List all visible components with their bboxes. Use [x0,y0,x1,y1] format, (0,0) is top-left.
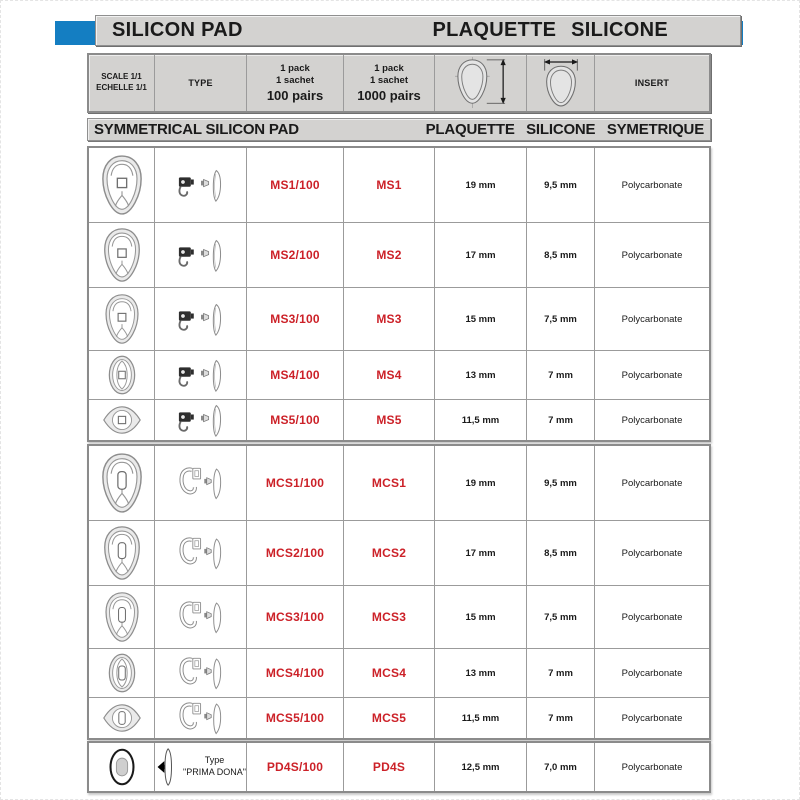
screw-mount-icon [174,358,228,392]
column-header-table [87,53,711,113]
scale-label-line1: SCALE 1/1 [101,72,142,82]
wire-clip-mount-icon [175,535,227,571]
code-1000-pairs-cell: MCS5 [343,698,434,738]
mount-type-cell [154,649,246,697]
pad-shape-cell [89,223,154,287]
screw-mount-icon [174,403,228,437]
table-row [89,350,709,399]
insert-material-cell: Polycarbonate [594,446,709,520]
code-1000-pairs-cell: MS1 [343,148,434,222]
mount-type-cell [154,351,246,399]
scale-label-line2: ECHELLE 1/1 [96,83,147,92]
lens-pad-icon [102,405,142,435]
height-mm-cell: 12,5 mm [434,743,526,791]
code-1000-pairs-cell: MCS4 [343,649,434,697]
code-100-pairs-cell: MCS3/100 [246,586,343,648]
height-mm-cell: 13 mm [434,649,526,697]
teardrop-pad-small-slot-icon [103,591,141,643]
mount-type-cell [154,446,246,520]
code-100-pairs-cell: MS2/100 [246,223,343,287]
width-mm-cell: 8,5 mm [526,223,594,287]
wire-clip-mount-icon [175,599,227,635]
pack-1000-line1: 1 pack [374,62,404,74]
oval-pad-icon [107,354,137,396]
height-mm-cell: 15 mm [434,288,526,350]
table-row [89,520,709,585]
pad-shape-cell [89,446,154,520]
table-row [89,222,709,287]
pack-1000-line2: 1 sachet [369,74,409,86]
screw-mount-icon [174,302,228,336]
code-1000-pairs-cell: MCS2 [343,521,434,585]
code-100-pairs-cell: MCS2/100 [246,521,343,585]
section-title-right: PLAQUETTE SILICONE SYMETRIQUE [425,121,704,138]
code-1000-pairs-cell: MCS1 [343,446,434,520]
table-row [89,148,709,222]
type-header-cell [154,55,246,111]
width-mm-cell: 9,5 mm [526,446,594,520]
pad-shape-cell [89,586,154,648]
pad-shape-cell [89,351,154,399]
type-label: TYPE [188,78,213,88]
mount-type-cell [154,698,246,738]
code-100-pairs-cell: MS3/100 [246,288,343,350]
wire-clip-mount-icon [175,465,227,501]
table-row [89,287,709,350]
height-mm-cell: 11,5 mm [434,698,526,738]
code-100-pairs-cell: MCS4/100 [246,649,343,697]
pack-1000-header-cell [343,55,434,111]
height-mm-cell: 13 mm [434,351,526,399]
insert-material-cell: Polycarbonate [594,351,709,399]
mount-type-cell [154,521,246,585]
table-symmetrical-ms [87,146,711,442]
pack-100-line3: 100 pairs [266,88,324,104]
width-mm-cell: 7,0 mm [526,743,594,791]
width-mm-cell: 9,5 mm [526,148,594,222]
code-100-pairs-cell: MS4/100 [246,351,343,399]
table-row [89,648,709,697]
height-mm-cell: 17 mm [434,521,526,585]
mount-type-cell [154,148,246,222]
table-symmetrical-mcs [87,444,711,740]
pad-height-measure-icon [445,57,517,109]
height-measure-header-cell [434,55,526,111]
pad-shape-cell [89,649,154,697]
prima-dona-mount-icon [155,746,177,788]
mount-type-cell [154,400,246,440]
code-100-pairs-cell: MCS5/100 [246,698,343,738]
insert-material-cell: Polycarbonate [594,223,709,287]
section-header-bar [87,118,711,141]
code-1000-pairs-cell: MS2 [343,223,434,287]
pad-shape-cell [89,521,154,585]
mount-type-cell [154,743,246,791]
wire-clip-mount-icon [175,700,227,736]
height-mm-cell: 15 mm [434,586,526,648]
oval-ring-pad-icon [108,747,136,787]
mount-type-cell [154,586,246,648]
insert-material-cell: Polycarbonate [594,288,709,350]
height-mm-cell: 19 mm [434,446,526,520]
insert-material-cell: Polycarbonate [594,521,709,585]
table-prima-dona [87,741,711,793]
code-1000-pairs-cell: MS4 [343,351,434,399]
width-mm-cell: 7 mm [526,400,594,440]
code-100-pairs-cell: MS1/100 [246,148,343,222]
pad-shape-cell [89,148,154,222]
height-mm-cell: 19 mm [434,148,526,222]
width-mm-cell: 7 mm [526,649,594,697]
title-bar [95,15,741,46]
height-mm-cell: 11,5 mm [434,400,526,440]
height-mm-cell: 17 mm [434,223,526,287]
table-row [89,399,709,440]
pad-width-measure-icon [539,57,583,109]
table-row [89,585,709,648]
pack-1000-line3: 1000 pairs [357,88,421,104]
code-1000-pairs-cell: PD4S [343,743,434,791]
mount-type-line2: "PRIMA DONA" [183,767,246,777]
pack-100-header-cell [246,55,343,111]
silicon-pad-title: SILICON PAD [112,19,243,41]
teardrop-pad-large-slot-icon [99,452,145,514]
lens-pad-slot-icon [102,703,142,733]
teardrop-pad-medium-icon [101,227,143,283]
code-100-pairs-cell: MS5/100 [246,400,343,440]
insert-header-cell [594,55,709,111]
insert-material-cell: Polycarbonate [594,698,709,738]
width-mm-cell: 7 mm [526,698,594,738]
insert-material-cell: Polycarbonate [594,400,709,440]
mount-type-line1: Type [204,755,225,766]
insert-material-cell: Polycarbonate [594,586,709,648]
width-measure-header-cell [526,55,594,111]
mount-type-cell [154,288,246,350]
insert-material-cell: Polycarbonate [594,743,709,791]
pack-100-line1: 1 pack [280,62,310,74]
plaquette-silicone-title: PLAQUETTE SILICONE [432,19,668,41]
table-row [89,697,709,738]
screw-mount-icon [174,238,228,272]
pad-shape-cell [89,698,154,738]
width-mm-cell: 7,5 mm [526,288,594,350]
width-mm-cell: 7 mm [526,351,594,399]
code-1000-pairs-cell: MCS3 [343,586,434,648]
section-title-left: SYMMETRICAL SILICON PAD [94,121,299,138]
code-1000-pairs-cell: MS3 [343,288,434,350]
wire-clip-mount-icon [175,655,227,691]
mount-type-cell [154,223,246,287]
insert-material-cell: Polycarbonate [594,148,709,222]
teardrop-pad-large-icon [99,154,145,216]
table-row [89,446,709,520]
insert-material-cell: Polycarbonate [594,649,709,697]
width-mm-cell: 7,5 mm [526,586,594,648]
code-100-pairs-cell: MCS1/100 [246,446,343,520]
screw-mount-icon [174,168,228,202]
pack-100-line2: 1 sachet [275,74,315,86]
code-100-pairs-cell: PD4S/100 [246,743,343,791]
table-row [89,743,709,791]
insert-label: INSERT [634,78,670,88]
width-mm-cell: 8,5 mm [526,521,594,585]
pad-shape-cell [89,743,154,791]
pad-shape-cell [89,400,154,440]
teardrop-pad-small-icon [103,293,141,345]
oval-pad-slot-icon [107,652,137,694]
teardrop-pad-medium-slot-icon [101,525,143,581]
scale-header-cell [89,55,154,111]
mount-type-label [183,755,246,778]
code-1000-pairs-cell: MS5 [343,400,434,440]
pad-shape-cell [89,288,154,350]
